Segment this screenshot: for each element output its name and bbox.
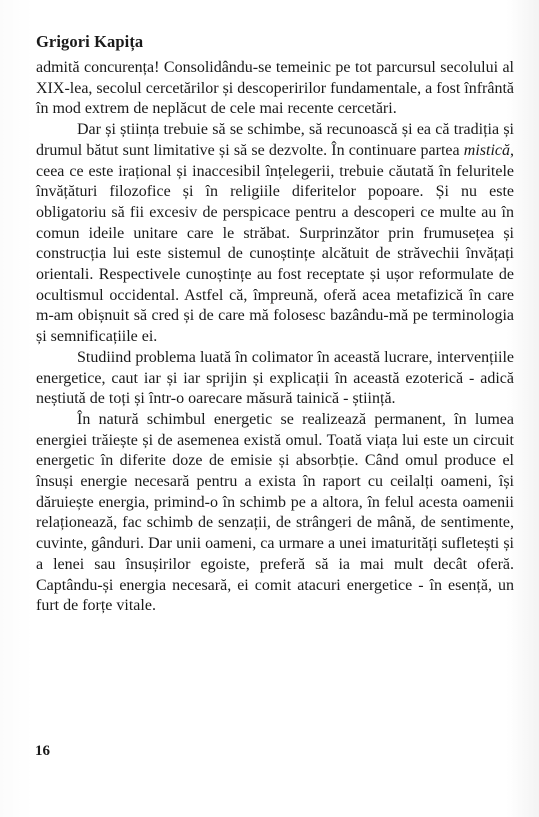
paragraph [36,58,514,120]
body-text [36,58,514,617]
text-run: , ceea ce este irațional și inaccesibil înțelegerii, trebuie căutată în feluritele învățături filozofice și în religiile diferitelor popoare. Și nu este obligatoriu să fii excesiv de perspicace pentru a descoperi ce multe au în comun ideile unitare care le străbat. Surprinzător prin frumusețea și construcția lui este sistemul de cunoștințe alcătuit de străvechii învățați orientali. Respectivele cunoștințe au fost receptate și ușor reformulate de ocultismul occidental. Astfel că, împreună, oferă acea metafizică în care m-am obișnuit să cred și de care mă folosesc bazându-mă pe terminologia și semnificațiile ei. [36,141,514,346]
paragraph [36,348,514,410]
text-run: admită concurența! Consolidându-se temeinic pe tot parcursul secolului al XIX-lea, secolul cercetărilor și descoperirilor fundamentale, a fost înfrântă în mod extrem de neplăcut de cele mai recente cercetări. [36,59,515,118]
text-run: În natură schimbul energetic se realizează permanent, în lumea energiei trăiește și de asemenea există omul. Toată viața lui este un circuit energetic în diferite doze de emisie și absorbție. Când omul produce el însuși energie necesară pentru a exista în raport cu ceilalți oameni, își dăruiește energia, primind-o în schimb pe a altora, în felul acesta oamenii relaționează, fac schimb de senzații, de strângeri de mână, de sentimente, cuvinte, gânduri. Dar unii oameni, ca urmare a unei imaturități sufletești și a lenei sau însușirilor egoiste, preferă să ia mai mult decât oferă. Captându-și energia necesară, ei comit atacuri energetice - în esență, un furt de forțe vitale. [36,410,514,615]
running-header-author: Grigori Kapița [36,32,144,51]
page-number: 16 [35,743,50,759]
emphasized-text: mistică [463,141,510,159]
bleed-through-text [215,30,219,46]
text-run: Studiind problema luată în colimator în această lucrare, intervențiile energetice, caut iar și iar sprijin și explicații în această ezoterică - adică neștiută de toți și într-o oarecare măsură tainică - știință. [36,348,514,408]
paragraph [36,410,514,617]
paragraph [36,120,514,348]
text-run: Dar și știința trebuie să se schimbe, să recunoască și ea că tradiția și drumul bătut sunt limitative și să se dezvolte. În continuare partea [36,121,514,159]
